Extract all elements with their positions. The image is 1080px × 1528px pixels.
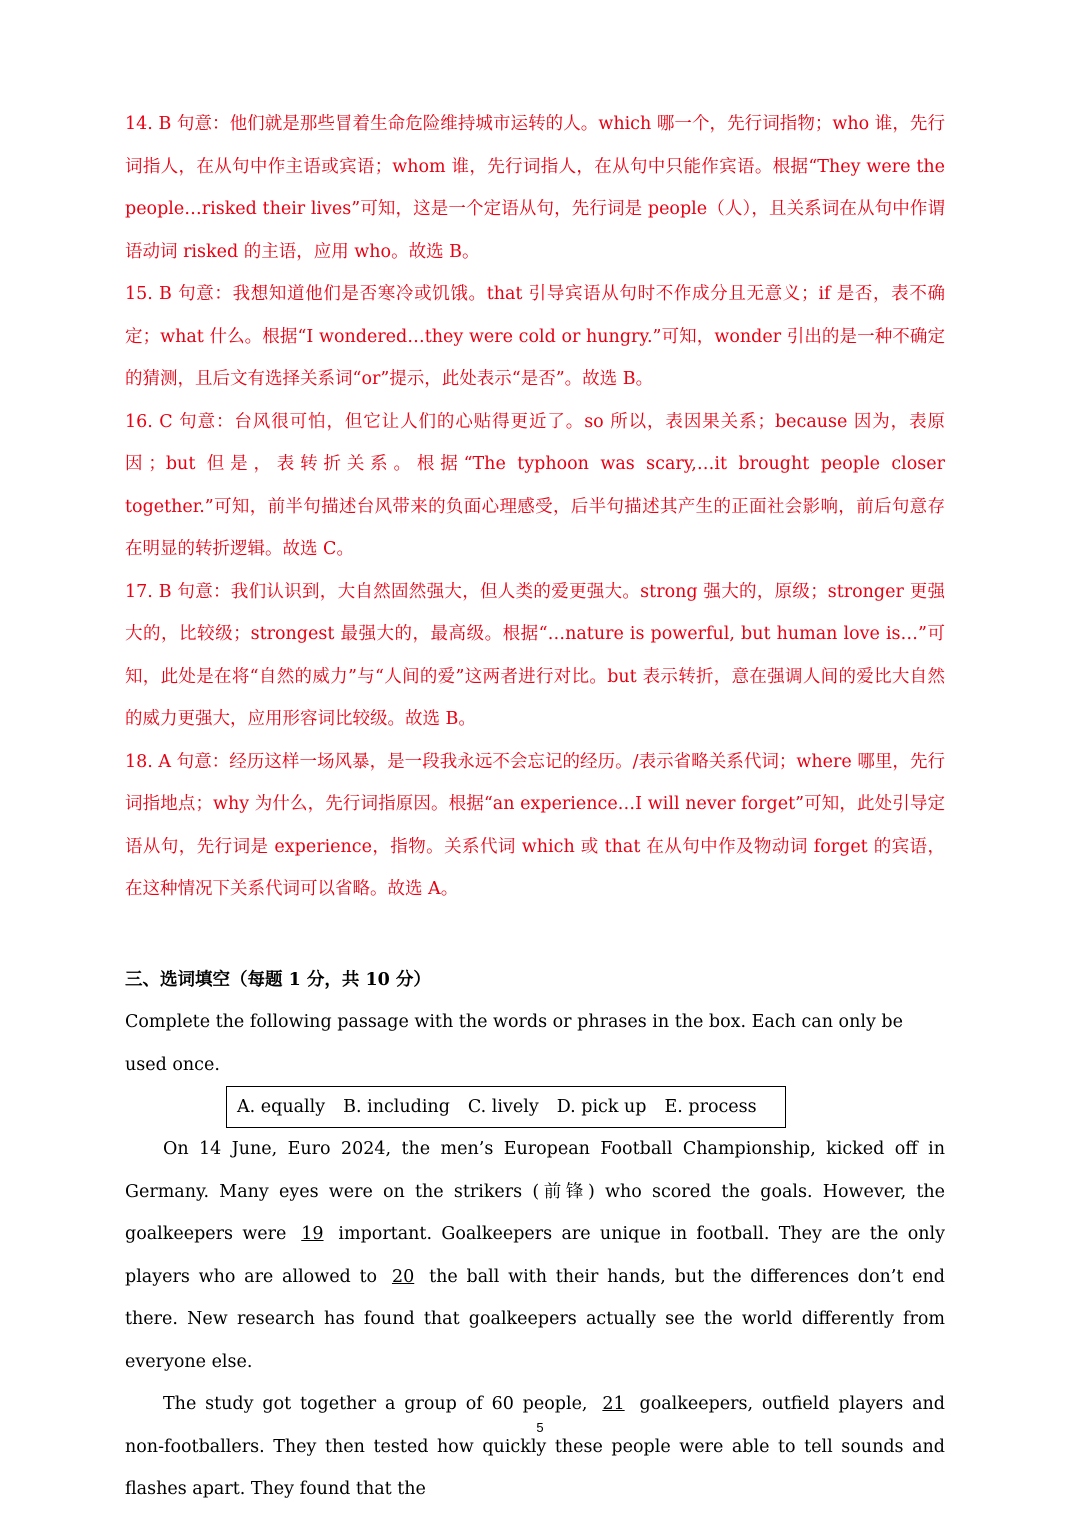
passage-text: the ball with their hands, but the differences don’t end there. New research has found that goalkeepers actually see the world differently from everyone else.: [125, 1266, 945, 1372]
section-instructions: Complete the following passage with the words or phrases in the box. Each can only be used once.: [125, 1012, 903, 1075]
word-option-d: D. pick up: [556, 1097, 647, 1117]
passage-text: The study got together a group of 60 people,: [163, 1394, 588, 1414]
page-content: [125, 103, 945, 1511]
passage-paragraph-2: [125, 1383, 945, 1511]
page-number: 5: [536, 1420, 544, 1435]
word-option-a: A. equally: [237, 1097, 326, 1117]
blank-20[interactable]: 20: [391, 1266, 415, 1287]
passage-text: goalkeepers, outfield players and non-footballers. They then tested how quickly these people were able to tell sounds and flashes apart. They found that the: [125, 1394, 945, 1499]
answer-16: 16. C 句意：台风很可怕，但它让人们的心贴得更近了。so 所以，表因果关系；because 因为，表原因；but 但是，表转折关系。根据“The typhoon was scary,…it brought people closer together.”可知，前半句描述台风带来的负面心理感受，后半句描述其产生的正面社会影响，前后句意存在明显的转折逻辑。故选 C。: [125, 411, 945, 559]
answer-14: 14. B 句意：他们就是那些冒着生命危险维持城市运转的人。which 哪一个，先行词指物；who 谁，先行词指人，在从句中作主语或宾语；whom 谁，先行词指人，在从句中只能作宾语。根据“They were the people…risked their lives”可知，这是一个定语从句，先行词是 people（人），且关系词在从句中作谓语动词 risked 的主语，应用 who。故选 B。: [125, 114, 945, 262]
blank-21[interactable]: 21: [602, 1394, 625, 1414]
answer-17: 17. B 句意：我们认识到，大自然固然强大，但人类的爱更强大。strong 强大的，原级；stronger 更强大的，比较级；strongest 最强大的，最高级。根据“…nature is powerful, but human love is…”可知，此处是在将“自然的威力”与“人间的爱”这两者进行对比。but 表示转折，意在强调人间的爱比大自然的威力更强大，应用形容词比较级。故选 B。: [125, 581, 945, 729]
passage-text: On 14 June, Euro 2024, the men’s European Football Championship, kicked off in Germany. Many eyes were on the strikers (前锋) who scored the goals. However, the goalkeepers were: [125, 1139, 945, 1244]
answer-18: 18. A 句意：经历这样一场风暴，是一段我永远不会忘记的经历。/表示省略关系代词；where 哪里，先行词指地点；why 为什么，先行词指原因。根据“an experience…I will never forget”可知，此处引导定语从句，先行词是 experience，指物。关系代词 which 或 that 在从句中作及物动词 forget 的宾语，在这种情况下关系代词可以省略。故选 A。: [125, 751, 945, 899]
word-option-e: E. process: [664, 1097, 757, 1117]
word-box: [226, 1086, 786, 1128]
passage-paragraph-1: [125, 1128, 945, 1383]
word-option-b: B. including: [343, 1097, 450, 1117]
answer-15: 15. B 句意：我想知道他们是否寒冷或饥饿。that 引导宾语从句时不作成分且无意义；if 是否，表不确定；what 什么。根据“I wondered…they were cold or hungry.”可知，wonder 引出的是一种不确定的猜测，且后文有选择关系词“or”提示，此处表示“是否”。故选 B。: [125, 284, 945, 389]
blank-19[interactable]: 19: [301, 1224, 324, 1244]
section-title: 三、选词填空（每题 1 分，共 10 分）: [125, 969, 431, 990]
passage-text: important. Goalkeepers are unique in football. They are the only players who are allowed to: [125, 1224, 945, 1287]
word-option-c: C. lively: [467, 1097, 539, 1117]
